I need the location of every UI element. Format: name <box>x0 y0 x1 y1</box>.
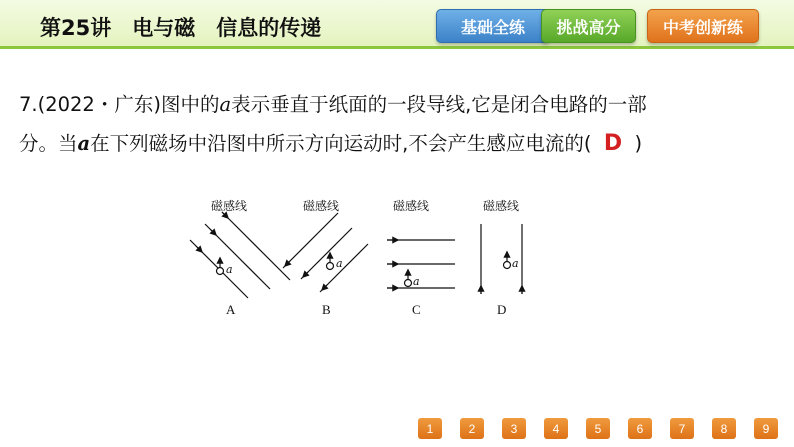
question-text: 图中的 <box>160 93 220 116</box>
option-label: D <box>497 302 507 317</box>
page-button-3[interactable]: 3 <box>502 418 526 439</box>
wire-label: a <box>512 257 519 270</box>
field-label: 磁感线 <box>483 199 520 213</box>
question-text: 分。当 <box>19 132 78 155</box>
page-button-8[interactable]: 8 <box>712 418 736 439</box>
wire-a <box>405 280 412 287</box>
tab-exam-innovation[interactable]: 中考创新练 <box>647 9 759 43</box>
question-number: 7. <box>19 93 38 116</box>
page-button-2[interactable]: 2 <box>460 418 484 439</box>
option-label: C <box>412 302 421 317</box>
field-arrow <box>210 229 216 235</box>
option-a-diagram <box>190 198 290 317</box>
question-line-2 <box>19 128 642 156</box>
wire-label: a <box>336 257 343 270</box>
field-arrow <box>196 246 202 252</box>
page-button-1[interactable]: 1 <box>418 418 442 439</box>
page-button-5[interactable]: 5 <box>586 418 610 439</box>
question-line-1 <box>19 89 647 117</box>
answer: D <box>603 131 623 156</box>
field-arrow <box>322 285 327 290</box>
lesson-title: 第25讲 电与磁 信息的传递 <box>40 16 322 40</box>
option-label: B <box>322 302 331 317</box>
tab-basic-practice[interactable]: 基础全练 <box>436 9 550 43</box>
question-text: ) <box>634 132 643 155</box>
magnetic-field-figure <box>180 188 560 323</box>
tab-challenge[interactable]: 挑战高分 <box>541 9 636 43</box>
option-c-diagram <box>387 198 455 317</box>
wire-a <box>327 263 334 270</box>
field-line <box>301 228 352 279</box>
field-arrow <box>285 261 290 266</box>
page-button-6[interactable]: 6 <box>628 418 652 439</box>
question-text: 表示垂直于纸面的一段导线,它是闭合电路的一部 <box>231 93 647 116</box>
wire-symbol: a <box>219 93 232 116</box>
field-arrow <box>303 272 308 277</box>
question-source: (2022・广东) <box>37 93 161 116</box>
page-button-4[interactable]: 4 <box>544 418 568 439</box>
wire-label: a <box>226 263 233 276</box>
page-button-7[interactable]: 7 <box>670 418 694 439</box>
wire-symbol: a <box>77 132 91 155</box>
wire-a <box>217 268 224 275</box>
option-d-diagram <box>481 198 522 317</box>
field-label: 磁感线 <box>393 199 430 213</box>
header-divider <box>0 46 794 49</box>
question-text: 在下列磁场中沿图中所示方向运动时,不会产生感应电流的( <box>90 132 592 155</box>
field-label: 磁感线 <box>211 199 248 213</box>
option-label: A <box>226 302 236 317</box>
field-label: 磁感线 <box>303 199 340 213</box>
wire-label: a <box>413 275 420 288</box>
page-button-9[interactable]: 9 <box>754 418 778 439</box>
option-b-diagram <box>283 198 368 317</box>
wire-a <box>504 262 511 269</box>
